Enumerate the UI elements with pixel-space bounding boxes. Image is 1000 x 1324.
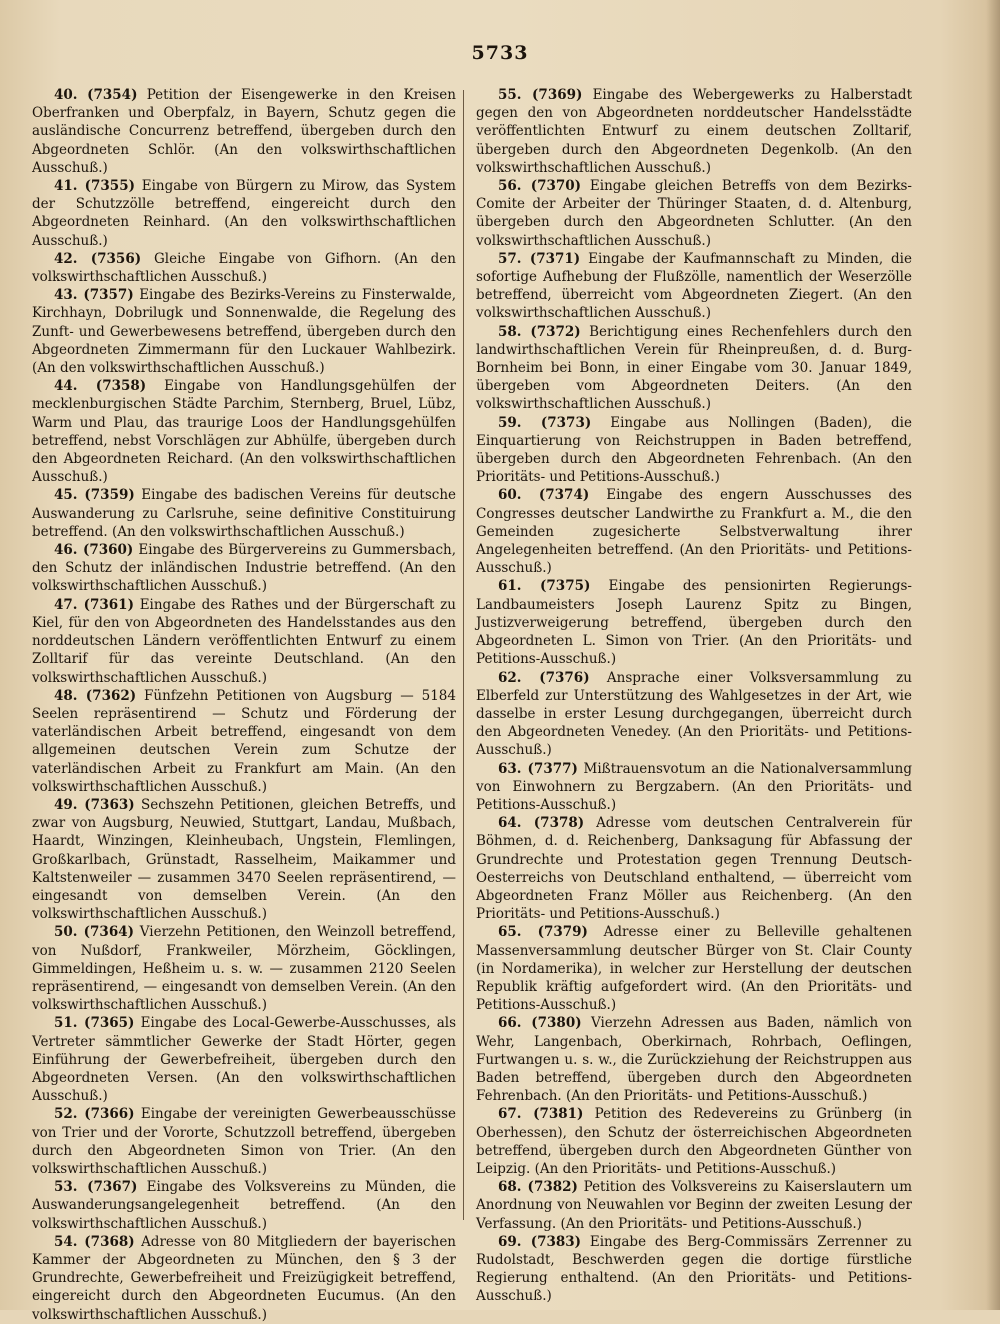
- entry-69: [476, 1233, 912, 1306]
- column-divider: [463, 90, 464, 1220]
- entry-text: Eingabe von Bürgern zu Mirow, das System der Schutzzölle betreffend, eingereicht durch den Abgeordneten Reinhard. (An den volkswirthschaftlichen Ausschuß.): [32, 178, 456, 249]
- entry-59: [476, 414, 912, 487]
- entry-text: Ansprache einer Volksversammlung zu Elberfeld zur Unterstützung des Wahlgesetzes in der Art, wie dasselbe in erster Lesung durchgegangen, überreicht durch den Abgeordneten Venedey. (An den Prioritäts- und Petitions-Ausschuß.): [476, 669, 912, 759]
- entry-46: [32, 541, 456, 596]
- entry-49: [32, 796, 456, 923]
- entry-41: [32, 177, 456, 250]
- entry-number: 63. (7377): [498, 760, 578, 777]
- entry-text: Petition der Eisengewerke in den Kreisen Oberfranken und Oberpfalz, in Bayern, Schutz gegen die ausländische Concurrenz betreffend, übergeben durch den Abgeordneten Schlör. (An den volkswirthschaftlichen Ausschuß.): [32, 87, 456, 176]
- entry-number: 49. (7363): [54, 796, 135, 813]
- entry-number: 51. (7365): [54, 1015, 135, 1032]
- entry-68: [476, 1178, 912, 1233]
- entry-number: 44. (7358): [54, 378, 147, 395]
- entry-number: 62. (7376): [498, 669, 590, 686]
- entry-text: Mißtrauensvotum an die Nationalversammlung von Einwohnern zu Bergzabern. (An den Prioritäts- und Petitions-Ausschuß.): [476, 760, 912, 813]
- entry-number: 55. (7369): [498, 87, 583, 103]
- entry-number: 52. (7366): [54, 1106, 135, 1123]
- entry-number: 67. (7381): [498, 1106, 584, 1123]
- entry-number: 57. (7371): [498, 250, 581, 267]
- entry-40: [32, 86, 456, 177]
- entry-55: [476, 86, 912, 177]
- entry-53: [32, 1178, 456, 1233]
- entry-43: [32, 286, 456, 377]
- entry-48: [32, 687, 456, 796]
- entry-51: [32, 1014, 456, 1105]
- entry-58: [476, 323, 912, 414]
- entry-number: 61. (7375): [498, 578, 591, 595]
- entry-text: Eingabe des Webergewerks zu Halberstadt gegen den von Abgeordneten norddeutscher Handelsstädte veröffentlichten Entwurf zu einem deutschen Zolltarif, übergeben durch den Abgeordneten Degenkolb. (An den volkswirthschaftlichen Ausschuß.): [476, 87, 912, 176]
- entry-number: 60. (7374): [498, 487, 590, 504]
- entry-64: [476, 814, 912, 923]
- entry-61: [476, 577, 912, 668]
- entry-47: [32, 596, 456, 687]
- entry-text: Eingabe des badischen Vereins für deutsche Auswanderung zu Carlsruhe, seine definitive Constituirung betreffend. (An den volkswirthschaftlichen Ausschuß.): [32, 487, 456, 540]
- entry-text: Eingabe des Local-Gewerbe-Ausschusses, als Vertreter sämmtlicher Gewerke der Stadt Hörter, gegen Einführung der Gewerbefreiheit, übergeben durch den Abgeordneten Versen. (An den volkswirthschaftlichen Ausschuß.): [32, 1015, 456, 1105]
- entry-44: [32, 377, 456, 486]
- entry-number: 40. (7354): [54, 87, 138, 103]
- entry-text: Adresse vom deutschen Centralverein für Böhmen, d. d. Reichenberg, Danksagung für Abfassung der Grundrechte und Protestation gegen Trennung Deutsch-Oesterreichs von Deutschland enthaltend, — überreicht vom Abgeordneten Franz Möller aus Reichenberg. (An den Prioritäts- und Petitions-Ausschuß.): [476, 815, 912, 923]
- entry-57: [476, 250, 912, 323]
- entry-62: [476, 669, 912, 760]
- entry-number: 65. (7379): [498, 924, 588, 941]
- entry-text: Gleiche Eingabe von Gifhorn. (An den volkswirthschaftlichen Ausschuß.): [32, 250, 456, 286]
- entry-text: Eingabe von Handlungsgehülfen der mecklenburgischen Städte Parchim, Sternberg, Bruel, Lübz, Warm und Plau, das traurige Loos der Handlungsgehülfen betreffend, nebst Vorschlägen zur Abhülfe, übergeben durch den Abgeordneten Reichard. (An den volkswirthschaftlichen Ausschuß.): [32, 378, 456, 486]
- entry-54: [32, 1233, 456, 1324]
- entry-text: Eingabe des engern Ausschusses des Congresses deutscher Landwirthe zu Frankfurt a. M., die den Gemeinden zugesicherte Selbstverwaltung ihrer Angelegenheiten betreffend. (An den Prioritäts- und Petitions-Ausschuß.): [476, 487, 912, 577]
- entry-text: Petition des Redevereins zu Grünberg (in Oberhessen), den Schutz der österreichischen Abgeordneten betreffend, übergeben durch den Abgeordneten Günther von Leipzig. (An den Prioritäts- und Petitions-Ausschuß.): [476, 1106, 912, 1177]
- entry-text: Berichtigung eines Rechenfehlers durch den landwirthschaftlichen Verein für Rheinpreußen, d. d. Burg-Bornheim bei Bonn, in einer Eingabe vom 30. Januar 1849, übergeben vom Abgeordneten Deiters. (An den volkswirthschaftlichen Ausschuß.): [476, 323, 912, 413]
- right-column: [476, 86, 912, 1306]
- entry-number: 66. (7380): [498, 1015, 582, 1032]
- entry-text: Eingabe gleichen Betreffs von dem Bezirks-Comite der Arbeiter der Thüringer Staaten, d. d. Altenburg, übergeben durch den Abgeordneten Schlutter. (An den volkswirthschaftlichen Ausschuß.): [476, 178, 912, 249]
- entry-text: Eingabe des pensionirten Regierungs-Landbaumeisters Joseph Laurenz Spitz zu Bingen, Justizverweigerung betreffend, übergeben durch den Abgeordneten L. Simon von Trier. (An den Prioritäts- und Petitions-Ausschuß.): [476, 578, 912, 668]
- entry-text: Sechszehn Petitionen, gleichen Betreffs, und zwar von Augsburg, Neuwied, Stuttgart, Landau, Mußbach, Haardt, Winzingen, Kleinheubach, Ungstein, Flemlingen, Großkarlbach, Grünstadt, Rasselheim, Maikammer und Kaltstenweiler — zusammen 3470 Seelen repräsentirend, — eingesandt von demselben Verein. (An den volkswirthschaftlichen Ausschuß.): [32, 796, 456, 923]
- entry-number: 46. (7360): [54, 542, 134, 559]
- entry-52: [32, 1105, 456, 1178]
- entry-42: [32, 250, 456, 286]
- entry-67: [476, 1105, 912, 1178]
- entry-number: 48. (7362): [54, 687, 137, 704]
- entry-65: [476, 923, 912, 1014]
- entry-60: [476, 486, 912, 577]
- entry-number: 43. (7357): [54, 287, 134, 304]
- entry-text: Adresse einer zu Belleville gehaltenen Massenversammlung deutscher Bürger von St. Clair County (in Nordamerika), in welcher zur Herstellung der deutschen Republik kräftig aufgefordert wird. (An den Prioritäts- und Petitions-Ausschuß.): [476, 924, 912, 1014]
- entry-number: 56. (7370): [498, 178, 582, 195]
- entry-text: Eingabe des Berg-Commissärs Zerrenner zu Rudolstadt, Beschwerden gegen die dortige fürstliche Regierung enthaltend. (An den Prioritäts- und Petitions-Ausschuß.): [476, 1233, 912, 1305]
- page-edge-shadow: [986, 0, 1000, 1310]
- entry-text: Eingabe des Volksvereins zu Münden, die Auswanderungsangelegenheit betreffend. (An den volkswirthschaftlichen Ausschuß.): [32, 1179, 456, 1232]
- entry-number: 64. (7378): [498, 815, 585, 832]
- entry-63: [476, 760, 912, 815]
- page-number: 5733: [471, 42, 529, 64]
- entry-text: Fünfzehn Petitionen von Augsburg — 5184 Seelen repräsentirend — Schutz und Förderung der vaterländischen Arbeit betreffend, eingesandt von dem allgemeinen deutschen Verein zum Schutze der vaterländischen Arbeit zu Frankfurt am Main. (An den volkswirthschaftlichen Ausschuß.): [32, 687, 456, 795]
- entry-number: 68. (7382): [498, 1179, 578, 1196]
- entry-50: [32, 923, 456, 1014]
- entry-text: Petition des Volksvereins zu Kaiserslautern um Anordnung von Neuwahlen vor Beginn der zweiten Lesung der Verfassung. (An den Prioritäts- und Petitions-Ausschuß.): [476, 1179, 912, 1232]
- entry-66: [476, 1014, 912, 1105]
- entry-text: Eingabe des Rathes und der Bürgerschaft zu Kiel, für den von Abgeordneten des Handelsstandes aus den norddeutschen Ländern veröffentlichten Entwurf zu einem Zolltarif für das vereinte Deutschland. (An den volkswirthschaftlichen Ausschuß.): [32, 596, 456, 686]
- entry-45: [32, 486, 456, 541]
- entry-text: Eingabe des Bezirks-Vereins zu Finsterwalde, Kirchhayn, Dobrilugk und Sonnenwalde, die Regelung des Zunft- und Gewerbewesens betreffend, übergeben durch den Abgeordneten Zimmermann für den Luckauer Wahlbezirk. (An den volkswirthschaftlichen Ausschuß.): [32, 287, 456, 377]
- entry-text: Vierzehn Adressen aus Baden, nämlich von Wehr, Langenbach, Oberkirnach, Rohrbach, Oeflingen, Furtwangen u. s. w., die Zurückziehung der Reichstruppen aus Baden betreffend, übergeben durch den Abgeordneten Fehrenbach. (An den Prioritäts- und Petitions-Ausschuß.): [476, 1015, 913, 1105]
- entry-text: Vierzehn Petitionen, den Weinzoll betreffend, von Nußdorf, Frankweiler, Mörzheim, Göcklingen, Gimmeldingen, Heßheim u. s. w. — zusammen 2120 Seelen repräsentirend, — eingesandt von demselben Verein. (An den volkswirthschaftlichen Ausschuß.): [32, 924, 456, 1014]
- entry-text: Eingabe des Bürgervereins zu Gummersbach, den Schutz der inländischen Industrie betreffend. (An den volkswirthschaftlichen Ausschuß.): [32, 542, 456, 595]
- entry-number: 42. (7356): [54, 250, 142, 267]
- entry-number: 53. (7367): [54, 1179, 138, 1196]
- entry-number: 45. (7359): [54, 487, 135, 504]
- entry-text: Eingabe der vereinigten Gewerbeausschüsse von Trier und der Vororte, Schutzzoll betreffend, übergeben durch den Abgeordneten Simon von Trier. (An den volkswirthschaftlichen Ausschuß.): [32, 1106, 456, 1177]
- entry-number: 41. (7355): [54, 178, 135, 195]
- entry-number: 59. (7373): [498, 414, 592, 431]
- entry-text: Adresse von 80 Mitgliedern der bayerischen Kammer der Abgeordneten zu München, den § 3 der Grundrechte, Gewerbefreiheit und Freizügigkeit betreffend, eingereicht durch den Abgeordneten Eucumus. (An den volkswirthschaftlichen Ausschuß.): [32, 1233, 457, 1323]
- entry-text: Eingabe aus Nollingen (Baden), die Einquartierung von Reichstruppen in Baden betreffend, übergeben durch den Abgeordneten Fehrenbach. (An den Prioritäts- und Petitions-Ausschuß.): [476, 414, 912, 486]
- entry-number: 47. (7361): [54, 596, 134, 613]
- entry-number: 58. (7372): [498, 323, 581, 340]
- entry-number: 69. (7383): [498, 1233, 582, 1250]
- entry-number: 50. (7364): [54, 924, 134, 941]
- entry-56: [476, 177, 912, 250]
- entry-text: Eingabe der Kaufmannschaft zu Minden, die sofortige Aufhebung der Flußzölle, namentlich der Weserzölle betreffend, überreicht vom Abgeordneten Ziegert. (An den volkswirthschaftlichen Ausschuß.): [476, 250, 912, 322]
- entry-number: 54. (7368): [54, 1233, 135, 1250]
- left-column: [32, 86, 456, 1324]
